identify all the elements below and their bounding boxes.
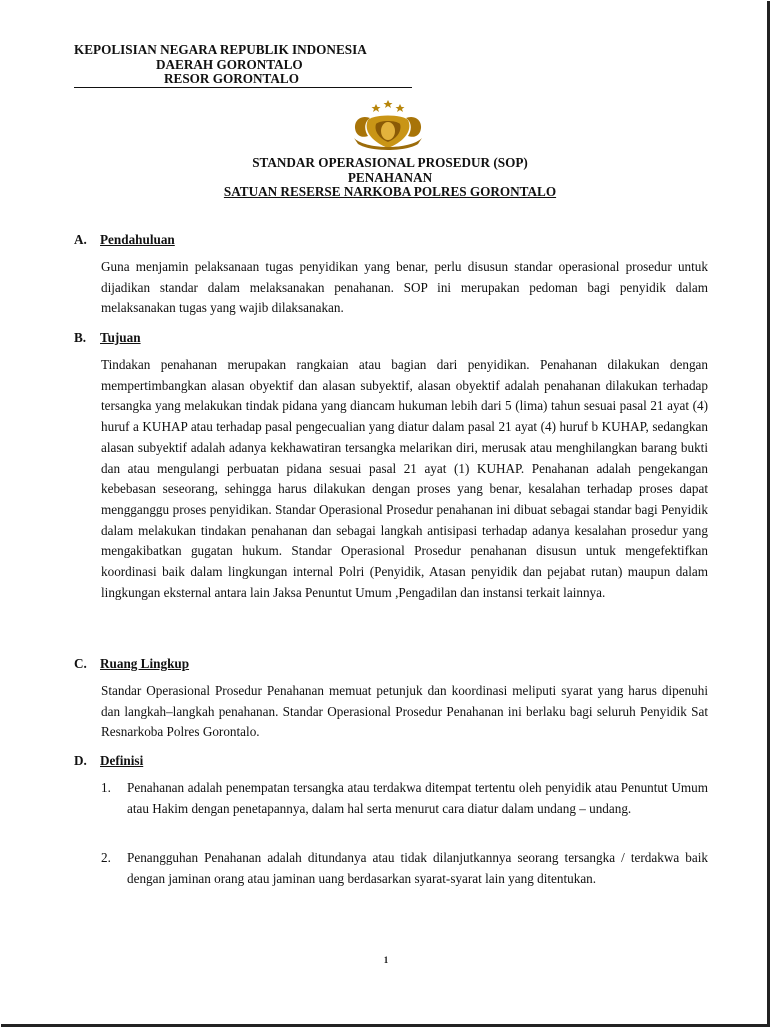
- page-number: 1: [383, 955, 389, 965]
- definition-item: [101, 778, 708, 819]
- section-c-paragraph: Standar Operasional Prosedur Penahanan memuat petunjuk dan koordinasi meliputi syarat yang harus dipenuhi dan langkah–langkah penahanan. Standar Operasional Prosedur Penahanan ini berlaku bagi seluruh Penyidik Sat Resnarkoba Polres Gorontalo.: [101, 683, 708, 740]
- title-line-3: SATUAN RESERSE NARKOBA POLRES GORONTALO: [223, 184, 557, 199]
- document-title: [160, 156, 620, 200]
- title-line-1: STANDAR OPERASIONAL PROSEDUR (SOP): [252, 155, 528, 170]
- section-c-heading: [74, 656, 189, 672]
- section-name: Pendahuluan: [100, 232, 175, 247]
- header-line-3: RESOR GORONTALO: [74, 72, 412, 88]
- section-letter: B.: [74, 330, 87, 345]
- definition-text: Penahanan adalah penempatan tersangka atau terdakwa ditempat tertentu oleh penyidik atau Penuntut Umum atau Hakim dengan penetapannya, dalam hal serta menurut cara diatur dalam undang – undang.: [127, 780, 708, 816]
- definition-text: Penangguhan Penahanan adalah ditundanya atau tidak dilanjutkannya seorang tersangka / terdakwa baik dengan jaminan orang atau jaminan uang berdasarkan syarat-syarat lain yang ditentukan.: [127, 850, 708, 886]
- section-name: Tujuan: [100, 330, 141, 345]
- section-letter: A.: [74, 232, 87, 247]
- institution-header: [74, 43, 412, 88]
- section-d-heading: [74, 753, 143, 769]
- header-line-2: DAERAH GORONTALO: [156, 56, 303, 72]
- section-name: Ruang Lingkup: [100, 656, 190, 671]
- section-a-paragraph: Guna menjamin pelaksanaan tugas penyidikan yang benar, perlu disusun standar operasional prosedur untuk dijadikan standar dalam melaksanakan penahanan. SOP ini merupakan pedoman bagi penyidik dalam melaksanakan tugas yang wajib dilaksanakan.: [101, 259, 708, 316]
- section-letter: C.: [74, 656, 87, 671]
- definition-item: [101, 848, 708, 889]
- title-line-2: PENAHANAN: [347, 169, 433, 185]
- list-number: 1.: [101, 780, 111, 795]
- police-emblem-icon: [346, 98, 430, 154]
- section-b-heading: [74, 330, 141, 346]
- header-line-1: KEPOLISIAN NEGARA REPUBLIK INDONESIA: [74, 42, 367, 57]
- section-letter: D.: [74, 753, 87, 768]
- section-name: Definisi: [100, 753, 144, 768]
- section-a-heading: [74, 232, 175, 248]
- section-b-paragraph: Tindakan penahanan merupakan rangkaian atau bagian dari penyidikan. Penahanan dilakukan dengan mempertimbangkan alasan obyektif dan alasan subyektif, alasan obyektif adalah penahanan dilakukan terhadap tersangka yang melakukan tindak pidana yang diancam hukuman lebih dari 5 (lima) tahun sesuai pasal 21 ayat (4) huruf a KUHAP atau terhadap pasal pengecualian yang diatur dalam pasal 21 ayat (4) huruf b KUHAP, sedangkan alasan subyektif adalah adanya kekhawatiran tersangka melarikan diri, merusak atau menghilangkan barang bukti dan atau mengulangi perbuatan pidana sesuai pasal 21 ayat (1) KUHAP. Penahanan adalah pengekangan kebebasan seseorang, sehingga harus dilakukan dengan proses yang benar, kesalahan terhadap proses dapat mengganggu proses penyidikan. Standar Operasional Prosedur penahanan ini dibuat sebagai standar bagi Penyidik dalam melakukan tindakan penahanan dan sebagai langkah antisipasi terhadap adanya kesalahan prosedur yang mengakibatkan gugatan hukum. Standar Operasional Prosedur penahanan disusun untuk mengefektifkan koordinasi baik dalam lingkungan internal Polri (Penyidik, Atasan penyidik dan pejabat rutan) maupun dalam lingkungan eksternal antara lain Jaksa Penuntut Umum ,Pengadilan dan instansi terkait lainnya.: [101, 357, 708, 600]
- list-number: 2.: [101, 850, 111, 865]
